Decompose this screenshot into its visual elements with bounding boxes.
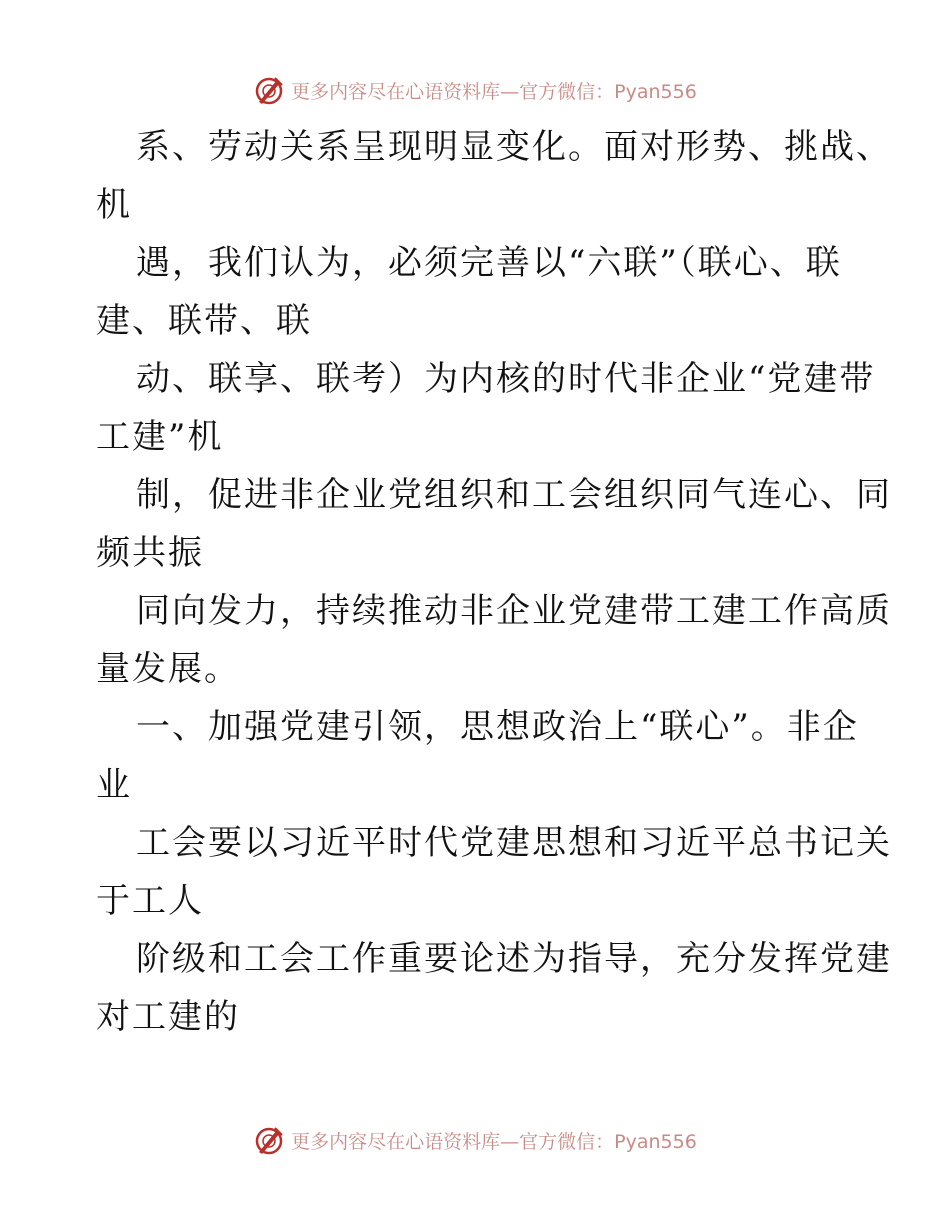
footer-banner — [0, 1120, 950, 1160]
document-body — [96, 118, 892, 1046]
banner-caption: 更多内容尽在心语资料库—官方微信： — [291, 80, 615, 103]
wechat-id: Pyan556 — [614, 1130, 697, 1153]
text-line: 工会要以习近平时代党建思想和习近平总书记关 — [136, 823, 892, 863]
quill-pen-logo-icon — [253, 1124, 285, 1156]
header-banner — [0, 70, 950, 110]
text-line: 建、联带、联 — [96, 301, 312, 341]
text-line: 制，促进非企业党组织和工会组织同气连心、同 — [136, 475, 892, 515]
text-line: 对工建的 — [96, 997, 240, 1037]
text-line: 阶级和工会工作重要论述为指导，充分发挥党建 — [136, 939, 892, 979]
text-line: 业 — [96, 765, 132, 805]
banner-text — [291, 1127, 697, 1154]
quill-pen-logo-icon — [253, 74, 285, 106]
text-line: 动、联享、联考）为内核的时代非企业“党建带 — [136, 359, 876, 399]
text-line: 量发展。 — [96, 649, 240, 689]
banner-text — [291, 77, 697, 104]
text-line: 一、加强党建引领，思想政治上“联心”。非企 — [136, 707, 859, 747]
text-line: 同向发力，持续推动非企业党建带工建工作高质 — [136, 591, 892, 631]
text-line: 频共振 — [96, 533, 204, 573]
text-line: 遇，我们认为，必须完善以“六联”（联心、联 — [136, 243, 842, 283]
banner-caption: 更多内容尽在心语资料库—官方微信： — [291, 1130, 615, 1153]
wechat-id: Pyan556 — [614, 80, 697, 103]
text-line: 工建”机 — [96, 417, 224, 457]
text-line: 系、劳动关系呈现明显变化。面对形势、挑战、 — [136, 127, 892, 167]
text-line: 于工人 — [96, 881, 204, 921]
text-line: 机 — [96, 185, 132, 225]
